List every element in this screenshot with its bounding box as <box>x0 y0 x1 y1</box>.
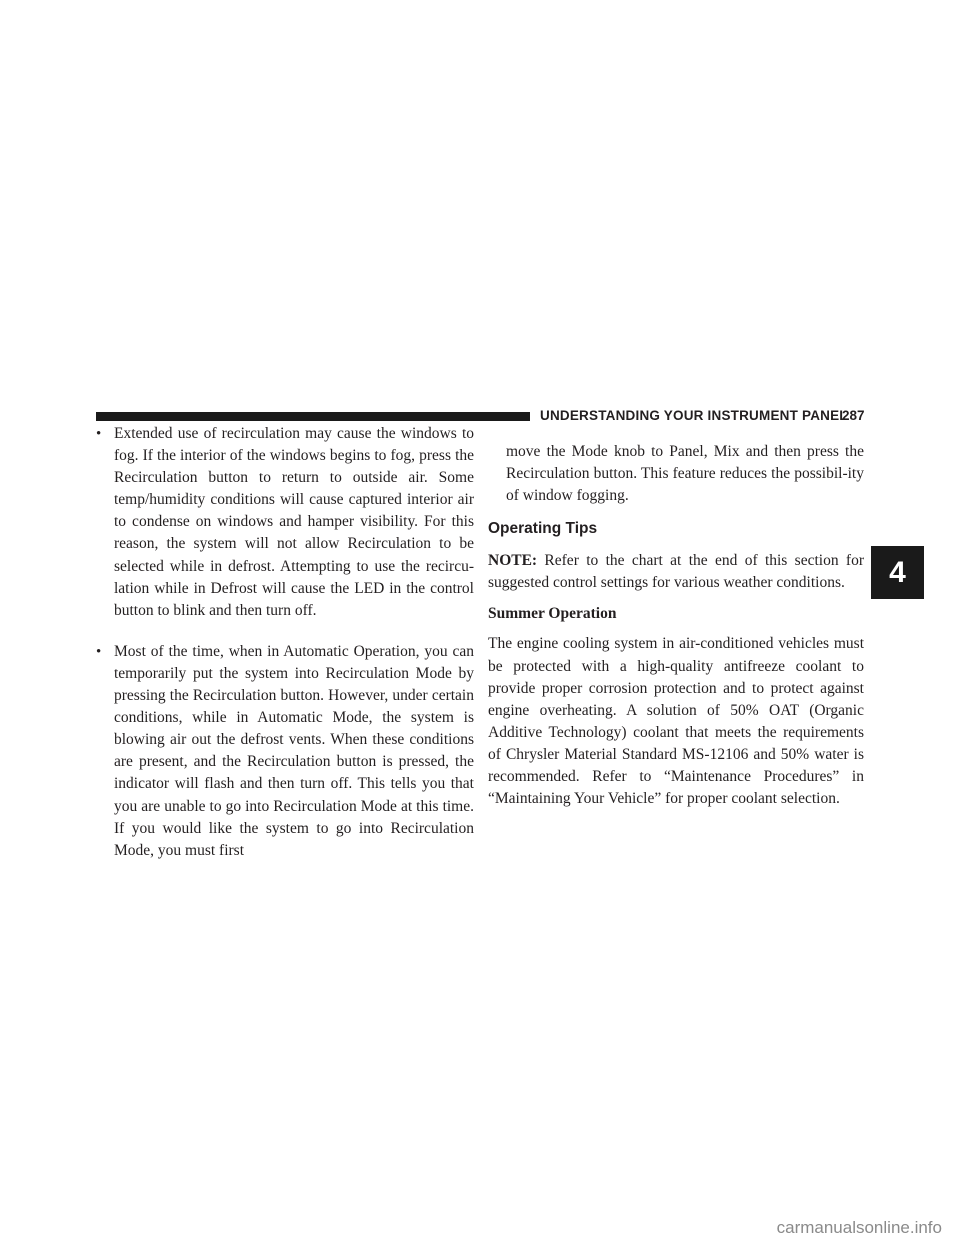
right-column <box>488 441 864 821</box>
watermark: carmanualsonline.info <box>776 1218 942 1237</box>
header-rule <box>96 412 530 421</box>
running-header-title: UNDERSTANDING YOUR INSTRUMENT PANEL <box>540 408 848 423</box>
bullet-item <box>96 641 474 862</box>
page-number: 287 <box>842 408 865 423</box>
bullet-text: Extended use of recirculation may cause the windows to fog. If the interior of the windows begins to fog, press the Recirculation button to return to outside air. Some temp/humidity conditions will cause captured interior air to condense on windows and hamper visibility. For this reason, the system will not allow Recirculation to be selected while in defrost. Attempting to use the recircu-lation while in Defrost will cause the LED in the control button to blink and then turn off. <box>114 425 474 619</box>
subheading: Summer Operation <box>488 605 617 623</box>
bullet-item <box>96 423 474 622</box>
bullet-continuation: move the Mode knob to Panel, Mix and then press the Recirculation button. This feature reduces the possibil-ity of window fogging. <box>506 443 864 505</box>
bullet-icon: • <box>96 426 102 442</box>
section-heading: Operating Tips <box>488 520 598 538</box>
note-text: Refer to the chart at the end of this section for suggested control settings for various weather conditions. <box>488 552 864 592</box>
chapter-tab: 4 <box>871 546 924 599</box>
body-paragraph: The engine cooling system in air-conditioned vehicles must be protected with a high-quality antifreeze coolant to provide proper corrosion protection and to protect against engine overheating. A solution of 50% OAT (Organic Additive Technology) coolant that meets the requirements of Chrysler Material Standard MS-12106 and 50% water is recommended. Refer to “Maintenance Procedures” in “Maintaining Your Vehicle” for proper coolant selection. <box>488 635 864 808</box>
note-paragraph <box>488 550 864 594</box>
bullet-text: Most of the time, when in Automatic Operation, you can temporarily put the system into Recirculation Mode by pressing the Recirculation button. However, under certain conditions, while in Automatic Mode, the system is blowing air out the defrost vents. When these conditions are present, and the Recirculation button is pressed, the indicator will flash and then turn off. This tells you that you are unable to go into Recirculation Mode at this time. If you would like the system to go into Recirculation Mode, you must first <box>114 642 474 859</box>
left-column <box>96 423 474 881</box>
note-label: NOTE: <box>488 552 538 570</box>
bullet-icon: • <box>96 643 102 660</box>
